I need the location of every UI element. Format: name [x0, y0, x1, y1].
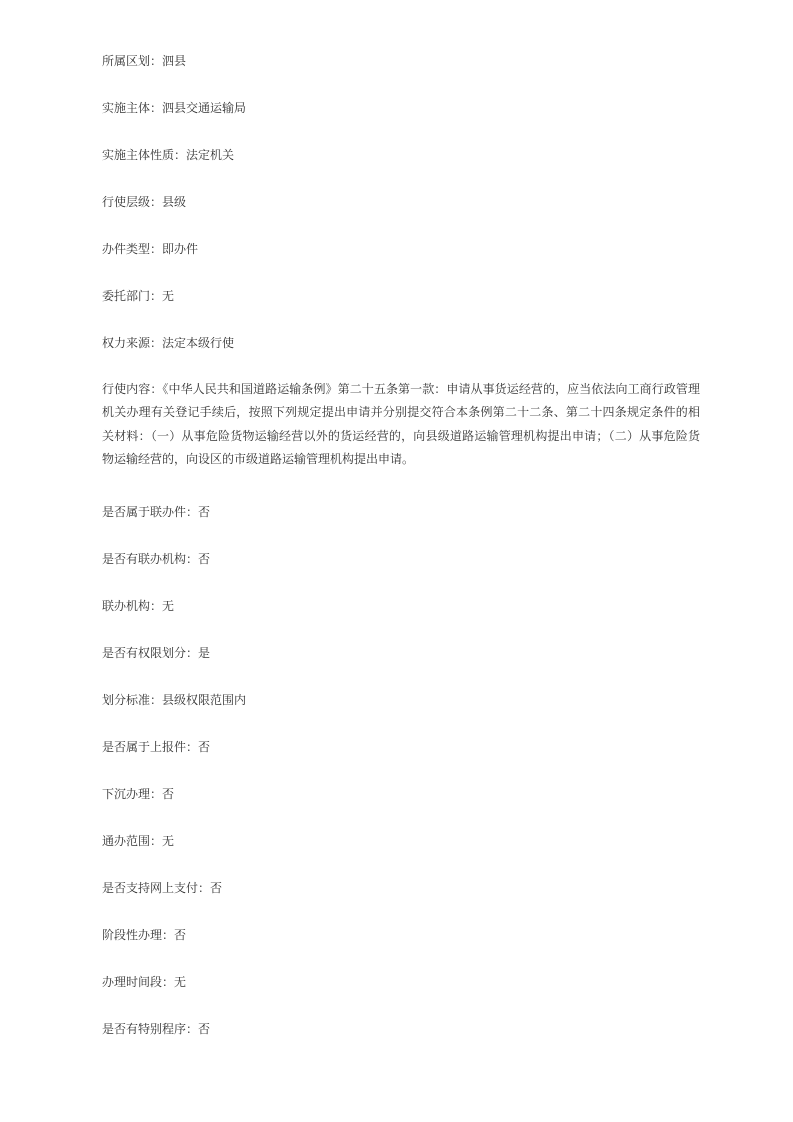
field-exercise-content: 行使内容：《中华人民共和国道路运输条例》第二十五条第一款：申请从事货运经营的，应当依法向工商行政管理机关办理有关登记手续后，按照下列规定提出申请并分别提交符合本条例第二十二条、第二十四条规定条件的相关材料：（一）从事危险货物运输经营以外的货运经营的，向县级道路运输管理机构提出申请；（二）从事危险货物运输经营的，向设区的市级道路运输管理机构提出申请。 — [102, 382, 700, 466]
field-has-joint-agency: 是否有联办机构：否 — [102, 552, 211, 566]
field-general-handling-scope: 通办范围：无 — [102, 834, 175, 848]
field-special-procedure: 是否有特别程序：否 — [102, 1022, 211, 1036]
field-is-joint-case: 是否属于联办件：否 — [102, 505, 211, 519]
field-jurisdiction: 所属区划：泗县 — [102, 54, 187, 68]
field-power-source: 权力来源：法定本级行使 — [102, 336, 235, 350]
field-division-standard: 划分标准：县级权限范围内 — [102, 693, 247, 707]
field-online-payment: 是否支持网上支付：否 — [102, 881, 223, 895]
field-joint-agency: 联办机构：无 — [102, 599, 175, 613]
field-phased-handling: 阶段性办理：否 — [102, 928, 187, 942]
field-handling-period: 办理时间段：无 — [102, 975, 187, 989]
field-is-reported-case: 是否属于上报件：否 — [102, 740, 211, 754]
field-has-authority-division: 是否有权限划分：是 — [102, 646, 211, 660]
field-implementing-body-nature: 实施主体性质：法定机关 — [102, 148, 235, 162]
field-case-type: 办件类型：即办件 — [102, 242, 199, 256]
field-implementing-body: 实施主体：泗县交通运输局 — [102, 101, 247, 115]
field-entrusted-department: 委托部门：无 — [102, 289, 175, 303]
field-delegated-handling: 下沉办理：否 — [102, 787, 175, 801]
field-exercise-level: 行使层级：县级 — [102, 195, 187, 209]
